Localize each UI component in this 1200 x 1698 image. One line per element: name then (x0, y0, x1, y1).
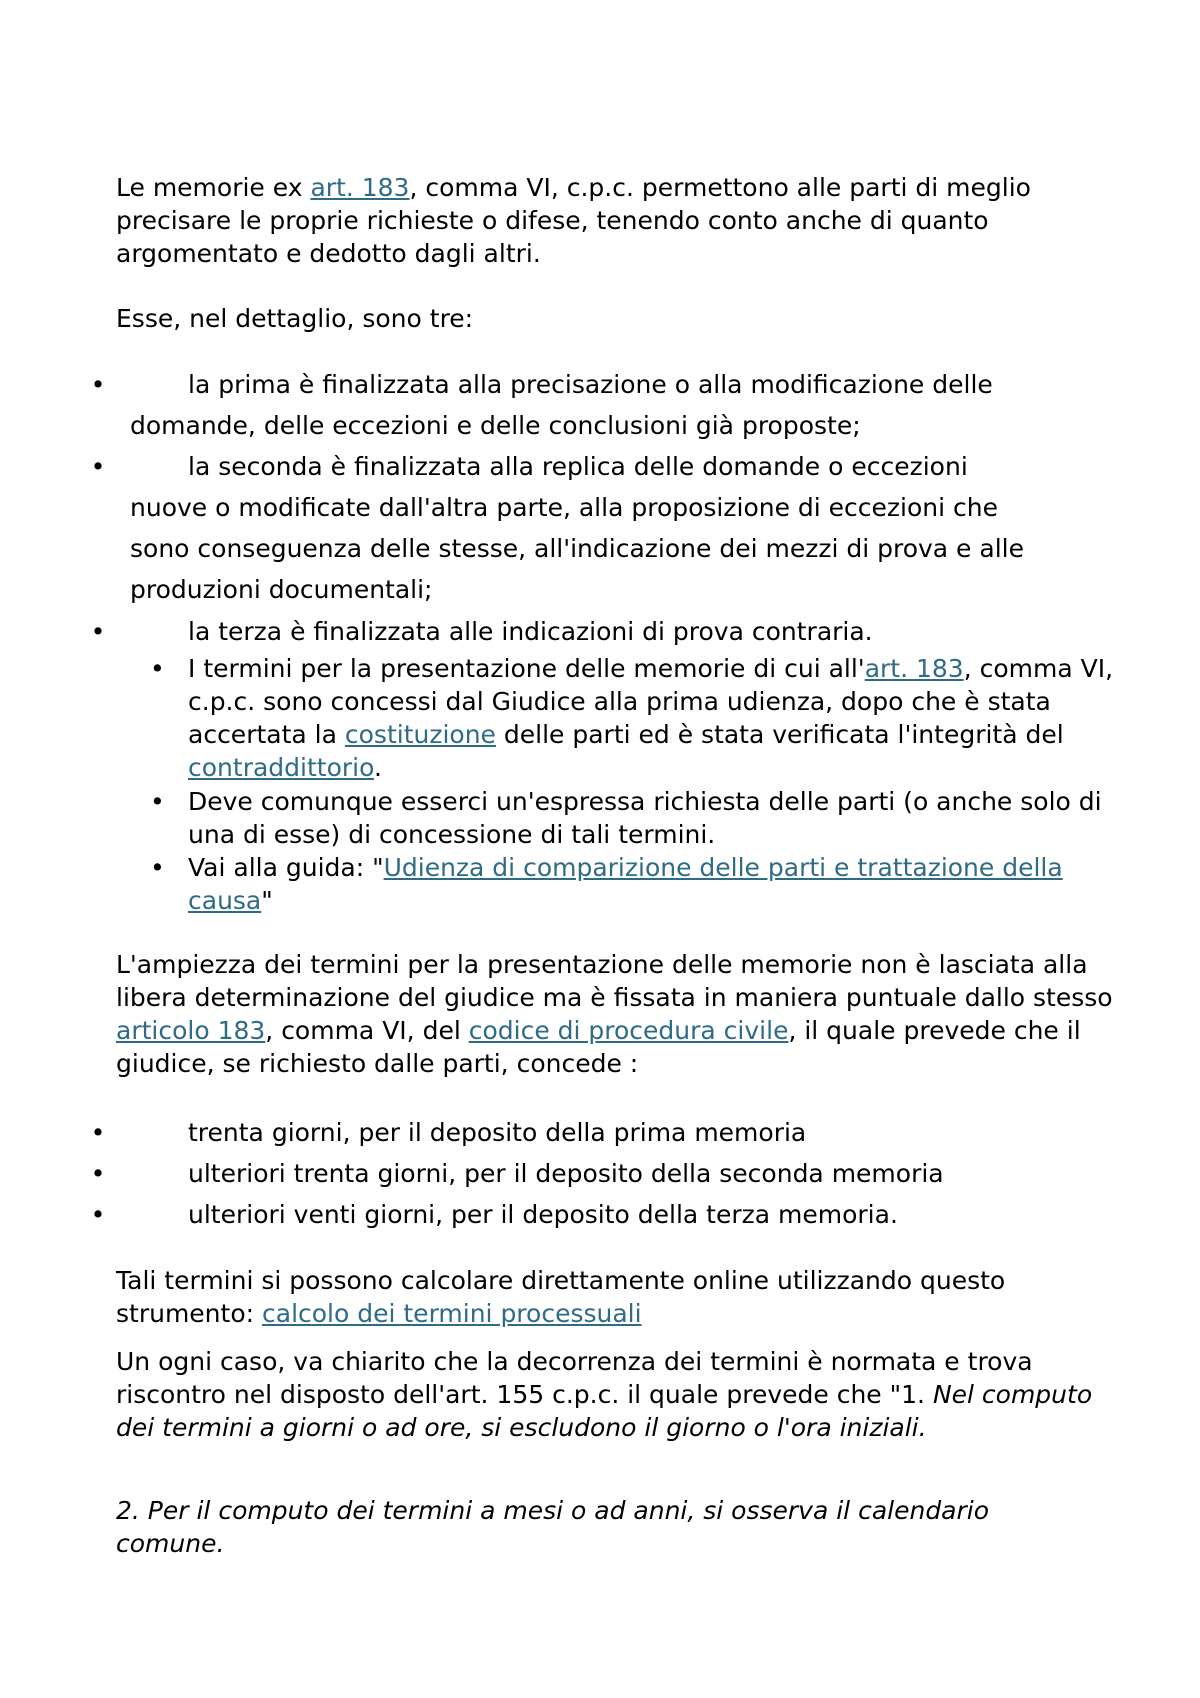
bullet-icon: • (90, 1118, 106, 1147)
decorrenza-paragraph: Un ogni caso, va chiarito che la decorrenza dei termini è normata e trova riscontro nel disposto dell'art. 155 c.p.c. il quale prevede che "1. Nel computo dei termini a giorni o ad ore, si escludono il giorno o l'ora iniziali. (116, 1347, 1093, 1442)
bullet-icon: • (150, 853, 165, 882)
tool-paragraph: Tali termini si possono calcolare direttamente online utilizzando questo strumento: calcolo dei termini processuali (116, 1266, 1006, 1328)
calcolo-termini-link[interactable]: calcolo dei termini processuali (262, 1299, 642, 1328)
codice-procedura-civile-link[interactable]: codice di procedura civile (468, 1016, 789, 1045)
list-item: la prima è finalizzata alla precisazione o alla modificazione delle (188, 370, 993, 399)
list-item: ulteriori trenta giorni, per il deposito della seconda memoria (188, 1159, 944, 1188)
art-183-link[interactable]: art. 183 (864, 654, 964, 683)
bullet-icon: • (90, 452, 106, 481)
list-item: trenta giorni, per il deposito della prima memoria (188, 1118, 807, 1147)
list-intro: Esse, nel dettaglio, sono tre: (116, 304, 474, 333)
sublist-item: Vai alla guida: "Udienza di comparizione delle parti e trattazione della causa" (188, 853, 1063, 915)
contraddittorio-link[interactable]: contraddittorio (188, 753, 374, 782)
costituzione-link[interactable]: costituzione (344, 720, 496, 749)
intro-text: Le memorie ex (116, 173, 311, 202)
list-item-continuation: domande, delle eccezioni e delle conclusioni già proposte; (130, 411, 861, 440)
bullet-icon: • (90, 1159, 106, 1188)
art-183-link[interactable]: art. 183 (310, 173, 410, 202)
sublist-item: I termini per la presentazione delle memorie di cui all'art. 183, comma VI, c.p.c. sono concessi dal Giudice alla prima udienza, dopo che è stata accertata la costituzione delle parti ed è stata verificata l'integrità del contraddittorio. (188, 654, 1114, 782)
guide-link[interactable]: Udienza di comparizione delle parti e trattazione della causa (188, 853, 1063, 915)
intro-paragraph (116, 171, 1116, 270)
list-item-continuation: nuove o modificate dall'altra parte, alla proposizione di eccezioni che sono conseguenza delle stesse, all'indicazione dei mezzi di prova e alle produzioni documentali; (130, 493, 1024, 604)
bullet-icon: • (90, 1200, 106, 1229)
articolo-183-link[interactable]: articolo 183 (116, 1016, 266, 1045)
quoted-rule-2: 2. Per il computo dei termini a mesi o ad anni, si osserva il calendario comune. (116, 1496, 990, 1558)
quoted-rule-1: Nel computo dei termini a giorni o ad ore, si escludono il giorno o l'ora iniziali. (116, 1380, 1093, 1442)
bullet-icon: • (90, 370, 106, 399)
list-item: la seconda è finalizzata alla replica delle domande o eccezioni (188, 452, 968, 481)
terms-paragraph: L'ampiezza dei termini per la presentazione delle memorie non è lasciata alla libera determinazione del giudice ma è fissata in maniera puntuale dallo stesso articolo 183, comma VI, del codice di procedura civile, il quale prevede che il giudice, se richiesto dalle parti, concede : (116, 950, 1113, 1078)
intro-text-rest: , comma VI, c.p.c. permettono alle parti di meglio precisare le proprie richieste o difese, tenendo conto anche di quanto argomentato e dedotto dagli altri. (116, 173, 1031, 268)
bullet-icon: • (90, 617, 106, 646)
list-item: ulteriori venti giorni, per il deposito della terza memoria. (188, 1200, 898, 1229)
list-item: la terza è finalizzata alle indicazioni di prova contraria. (188, 617, 873, 646)
bullet-icon: • (150, 787, 165, 816)
bullet-icon: • (150, 654, 165, 683)
sublist-item: Deve comunque esserci un'espressa richiesta delle parti (o anche solo di una di esse) di concessione di tali termini. (188, 787, 1102, 849)
